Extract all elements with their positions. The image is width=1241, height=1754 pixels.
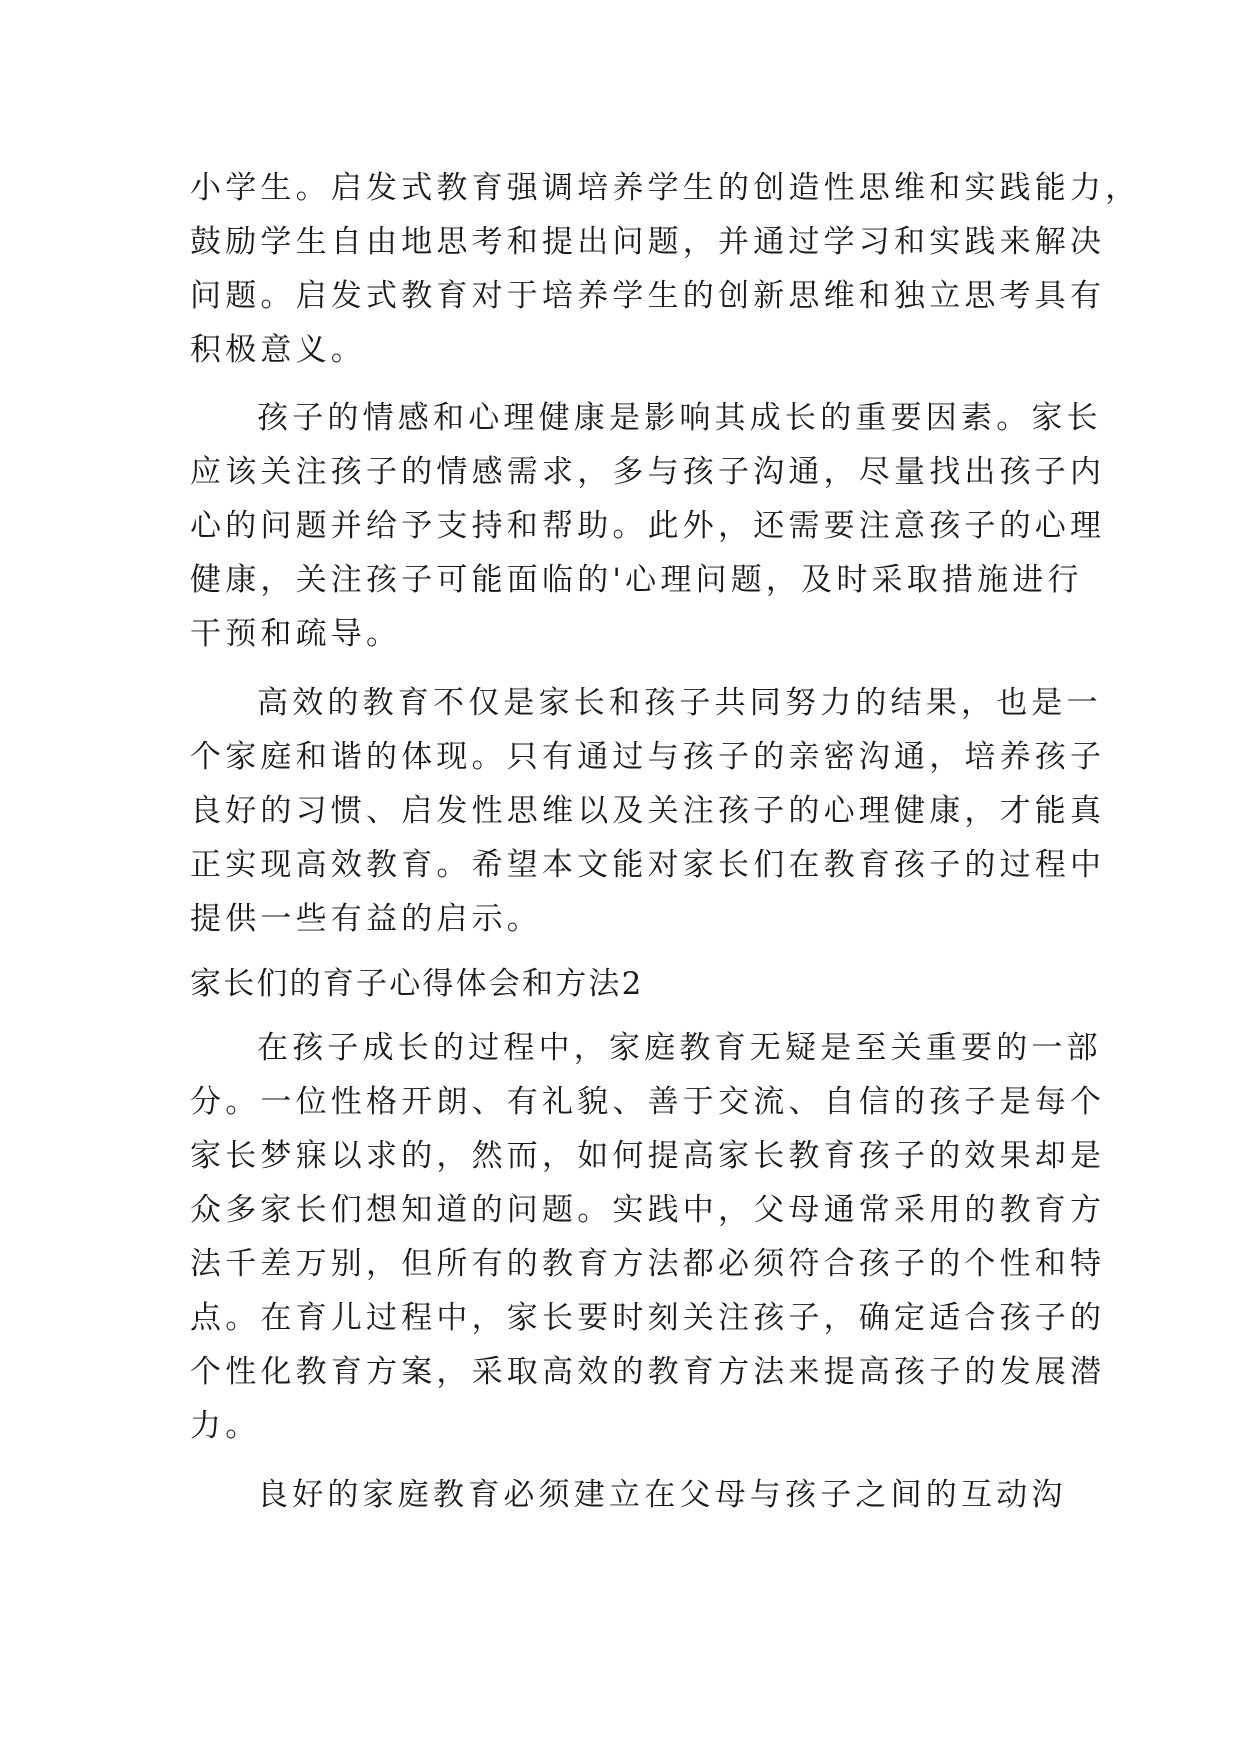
- text-line: 力。: [190, 1408, 261, 1444]
- text-line: 孩子的情感和心理健康是影响其成长的重要因素。家长: [257, 400, 1102, 436]
- text-line: 点。在育儿过程中，家长要时刻关注孩子，确定适合孩子的: [190, 1300, 1106, 1336]
- text-line: 心的问题并给予支持和帮助。此外，还需要注意孩子的心理: [190, 508, 1106, 544]
- text-line: 法千差万别，但所有的教育方法都必须符合孩子的个性和特: [190, 1246, 1106, 1282]
- text-line: 健康，关注孩子可能面临的'心理问题，及时采取措施进行: [190, 562, 1083, 598]
- text-line: 干预和疏导。: [190, 616, 402, 652]
- text-line: 良好的习惯、启发性思维以及关注孩子的心理健康，才能真: [190, 793, 1106, 829]
- text-line: 家长梦寐以求的，然而，如何提高家长教育孩子的效果却是: [190, 1138, 1106, 1174]
- text-line: 在孩子成长的过程中，家庭教育无疑是至关重要的一部: [257, 1030, 1102, 1066]
- text-line: 个性化教育方案，采取高效的教育方法来提高孩子的发展潜: [190, 1354, 1106, 1390]
- text-line: 高效的教育不仅是家长和孩子共同努力的结果，也是一: [257, 685, 1102, 721]
- text-line: 积极意义。: [190, 332, 366, 368]
- text-line: 提供一些有益的启示。: [190, 901, 542, 937]
- text-line: 应该关注孩子的情感需求，多与孩子沟通，尽量找出孩子内: [190, 454, 1106, 490]
- text-line: 小学生。启发式教育强调培养学生的创造性思维和实践能力，: [190, 170, 1141, 206]
- text-line: 正实现高效教育。希望本文能对家长们在教育孩子的过程中: [190, 847, 1106, 883]
- text-line: 良好的家庭教育必须建立在父母与孩子之间的互动沟: [257, 1477, 1067, 1513]
- text-line: 鼓励学生自由地思考和提出问题，并通过学习和实践来解决: [190, 224, 1106, 260]
- text-line: 个家庭和谐的体现。只有通过与孩子的亲密沟通，培养孩子: [190, 739, 1106, 775]
- text-line: 问题。启发式教育对于培养学生的创新思维和独立思考具有: [190, 278, 1106, 314]
- text-line: 众多家长们想知道的问题。实践中，父母通常采用的教育方: [190, 1192, 1106, 1228]
- section-heading: 家长们的育子心得体会和方法2: [190, 966, 644, 1002]
- text-line: 分。一位性格开朗、有礼貌、善于交流、自信的孩子是每个: [190, 1084, 1106, 1120]
